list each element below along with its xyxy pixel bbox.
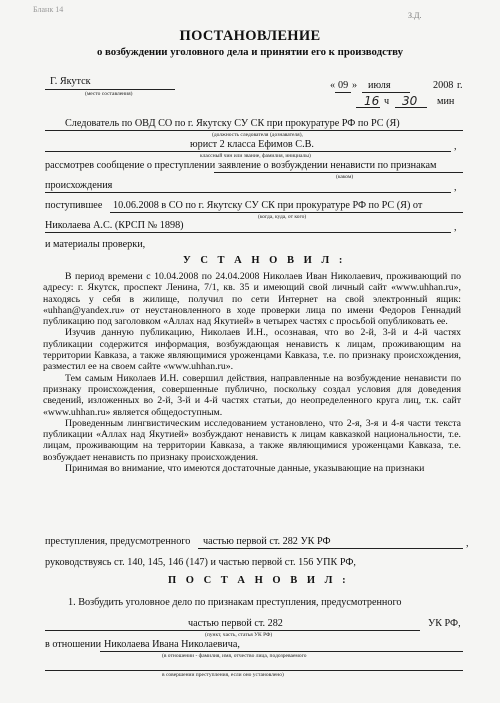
date-month: июля <box>368 80 391 91</box>
attention-text: Принимая во внимание, что имеются достаточные данные, указывающие на признаки <box>65 463 425 475</box>
suspect-line <box>45 670 463 671</box>
time-minute-suffix: мин <box>437 96 455 107</box>
rank-value: юрист 2 класса Ефимов С.В. <box>190 139 314 150</box>
paragraph-3: Тем самым Николаев И.Н. совершил действия, направленные на возбуждение ненависти по признаку происхождения, совершенные публично, поскольку создал условия для доведения сведений, изложенных во 2-й, 3-й и 4-й частях статьи, до неопределенного круга лиц, т.к. сайт «www.uhhan.ru» является общедоступным. <box>43 372 461 418</box>
paragraph-4: Проведенным лингвистическим исследованием установлено, что 2-я, 3-я и 4-я части текста публикации «Аллах над Якутией» возбуждают ненависть к лицам кавказкой национальности, т.е. лицам, проживающим на территории Кавказа, а также являющимися уроженцами Кавказа, т.е. возбуждает ненависть по признаку происхождения. <box>43 417 461 463</box>
item-1-text: 1. Возбудить уголовное дело по признакам преступления, предусмотренного <box>68 597 402 608</box>
received-caption: (когда, куда, от кого) <box>258 214 307 220</box>
regarding-value: Николаева Ивана Николаевича, <box>104 639 240 650</box>
regarding-label: в отношении <box>45 639 102 650</box>
considered-value: заявление о возбуждении ненависти по признакам <box>218 160 437 171</box>
received-value-continued: Николаева А.С. (КРСП № 1898) <box>45 220 184 231</box>
crime-value: частью первой ст. 282 УК РФ <box>203 536 331 547</box>
item-1-tail: УК РФ, <box>428 618 461 629</box>
considered-line <box>214 172 463 173</box>
considered-label: рассмотрев сообщение о преступлении <box>45 160 216 171</box>
item-1-caption: (пункт, часть, статья УК РФ) <box>205 632 273 638</box>
time-hour-line <box>356 107 380 108</box>
place-line <box>45 89 175 90</box>
item-1-line <box>45 630 420 631</box>
rank-line <box>45 151 451 152</box>
date-close-quote: » <box>352 80 358 91</box>
materials-text: и материалы проверки, <box>45 239 146 250</box>
date-day: 09 <box>338 80 349 91</box>
item-1-value: частью первой ст. 282 <box>188 618 283 629</box>
suspect-caption: в совершении преступления, если оно установлено) <box>162 672 284 678</box>
crime-comma: , <box>466 538 469 549</box>
regarding-caption: (в отношении - фамилия, имя, отчество лица, подозреваемого <box>162 653 307 659</box>
guided-text: руководствуясь ст. 140, 145, 146 (147) и частью первой ст. 156 УПК РФ, <box>45 557 356 568</box>
received-value: 10.06.2008 в СО по г. Якутску СУ СК при прокуратуре РФ по РС (Я) от <box>113 200 423 211</box>
decreed-heading: П О С Т А Н О В И Л : <box>168 575 350 586</box>
time-minute: 30 <box>402 94 418 108</box>
established-heading: У С Т А Н О В И Л : <box>183 255 346 266</box>
received-label: поступившее <box>45 200 103 211</box>
crime-line <box>198 548 463 549</box>
place-caption: (место составления) <box>85 91 133 97</box>
received-line <box>110 212 463 213</box>
investigator-value: Следователь по ОВД СО по г. Якутску СУ СК при прокуратуре РФ по РС (Я) <box>65 118 400 129</box>
paragraph-2: Изучив данную публикацию, Николаев И.Н., осознавая, что во 2-й, 3-й и 4-й частях публикации содержится информация, возбуждающая ненависть к лицам, проживающим на территории Кавказа, а также являющимися уроженцами Кавказа, т.е. по признаку происхождения, разместил ее на своем сайте «www.uhhan.ru». <box>43 327 461 373</box>
considered-value-continued: происхождения <box>45 180 113 191</box>
date-year-suffix: г. <box>457 80 463 91</box>
received-line-2 <box>45 232 451 233</box>
investigator-caption: (должность следователя (дознавателя), <box>212 132 303 138</box>
date-month-line <box>362 92 410 93</box>
paragraph-1: В период времени с 10.04.2008 по 24.04.2008 Николаев Иван Николаевич, проживающий по адресу: г. Якутск, проспект Ленина, 7/1, кв. 35 и имеющий свой личный сайт «www.uhhan.ru», находясь у себя в жилище, получил по сети Интернет на свой электронный ящик: «uhhan@yandex.ru» от неустановленного в ходе проверки лица по имени Федоров Геннадий публикацию под заголовком «Аллах над Якутией» в четырех частях с просьбой опубликовать ее. <box>43 271 461 328</box>
date-year: 2008 <box>433 80 454 91</box>
received-comma: , <box>454 222 457 233</box>
rank-caption: классный чин или звание, фамилия, инициалы) <box>200 153 311 159</box>
document-subtitle: о возбуждении уголовного дела и принятии его к производству <box>96 46 404 58</box>
document-title: ПОСТАНОВЛЕНИЕ <box>179 28 321 44</box>
corner-mark: З.Д. <box>408 11 422 20</box>
considered-comma: , <box>454 182 457 193</box>
time-hour-suffix: ч <box>384 96 390 107</box>
rank-comma: , <box>454 141 457 152</box>
considered-line-2 <box>45 192 451 193</box>
investigator-line <box>45 130 463 131</box>
date-open-quote: « <box>330 80 336 91</box>
established-body <box>43 271 461 474</box>
considered-caption: (каком) <box>336 174 354 180</box>
place-value: Г. Якутск <box>50 76 91 87</box>
time-hour: 16 <box>364 94 380 108</box>
regarding-line <box>100 651 463 652</box>
date-day-line <box>335 92 351 93</box>
time-minute-line <box>395 107 427 108</box>
form-number: Бланк 14 <box>33 5 64 14</box>
crime-label: преступления, предусмотренного <box>45 536 191 547</box>
